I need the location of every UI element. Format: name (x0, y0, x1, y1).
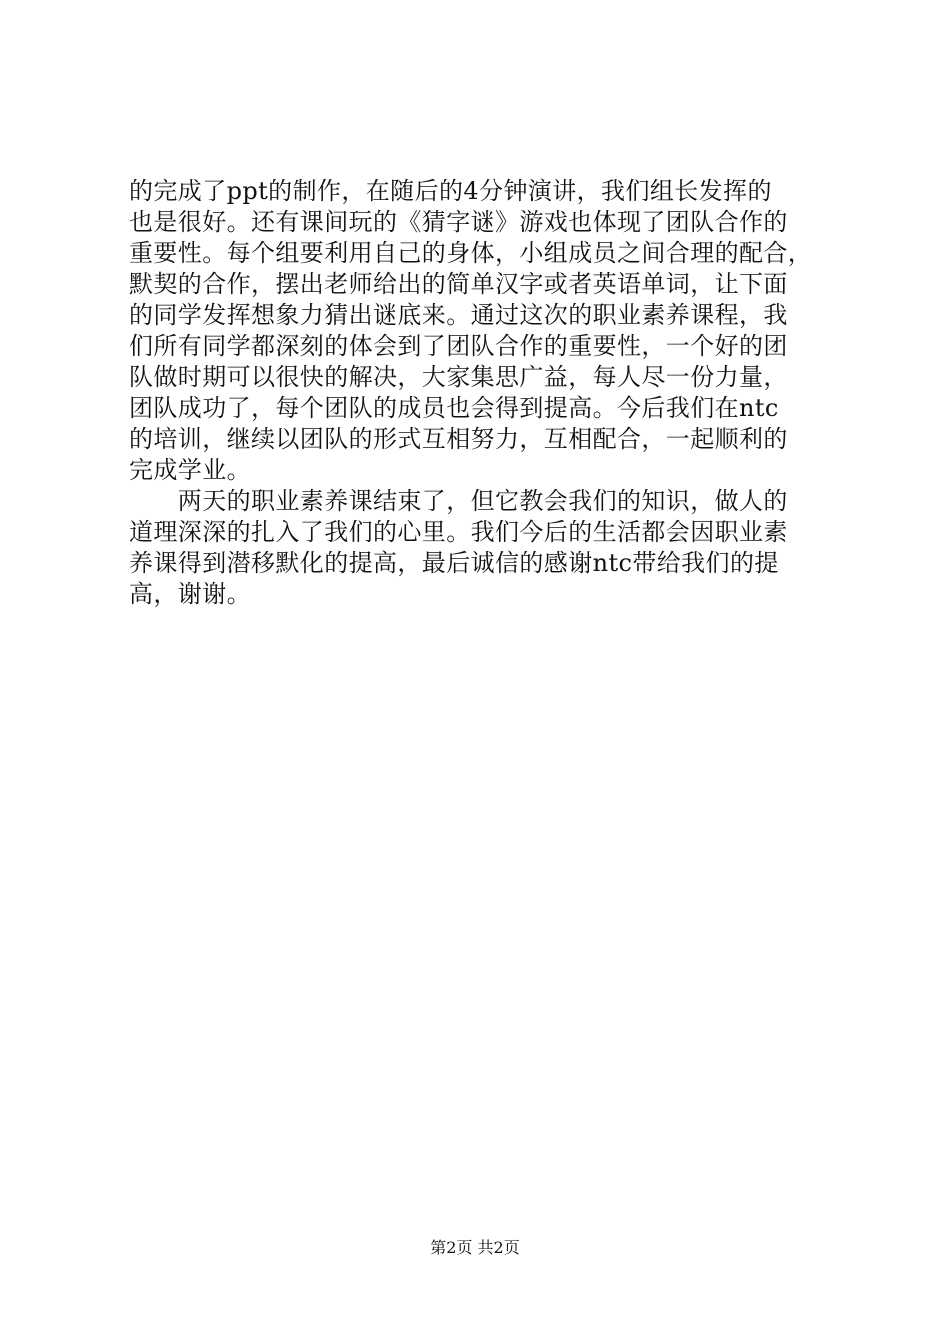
text-line: 队做时期可以很快的解决，大家集思广益，每人尽一份力量， (129, 363, 788, 391)
text-line: 默契的合作，摆出老师给出的简单汉字或者英语单词，让下面 (129, 270, 788, 298)
text-line: 的完成了ppt的制作，在随后的4分钟演讲，我们组长发挥的 (129, 177, 772, 205)
text-line: 两天的职业素养课结束了，但它教会我们的知识，做人的 (129, 487, 788, 515)
text-line: 团队成功了，每个团队的成员也会得到提高。今后我们在ntc (129, 394, 779, 422)
text-line: 也是很好。还有课间玩的《猜字谜》游戏也体现了团队合作的 (129, 208, 788, 236)
document-body (129, 176, 833, 610)
text-line: 的同学发挥想象力猜出谜底来。通过这次的职业素养课程，我 (129, 301, 788, 329)
text-line: 道理深深的扎入了我们的心里。我们今后的生活都会因职业素 (129, 518, 788, 546)
text-line: 养课得到潜移默化的提高，最后诚信的感谢ntc带给我们的提 (129, 549, 779, 577)
text-line: 高，谢谢。 (129, 580, 251, 608)
page-number-footer: 第2页 共2页 (430, 1238, 520, 1257)
text-line: 的培训，继续以团队的形式互相努力，互相配合，一起顺利的 (129, 425, 788, 453)
text-line: 们所有同学都深刻的体会到了团队合作的重要性，一个好的团 (129, 332, 788, 360)
text-line: 完成学业。 (129, 456, 251, 484)
text-line: 重要性。每个组要利用自己的身体，小组成员之间合理的配合， (129, 239, 813, 267)
